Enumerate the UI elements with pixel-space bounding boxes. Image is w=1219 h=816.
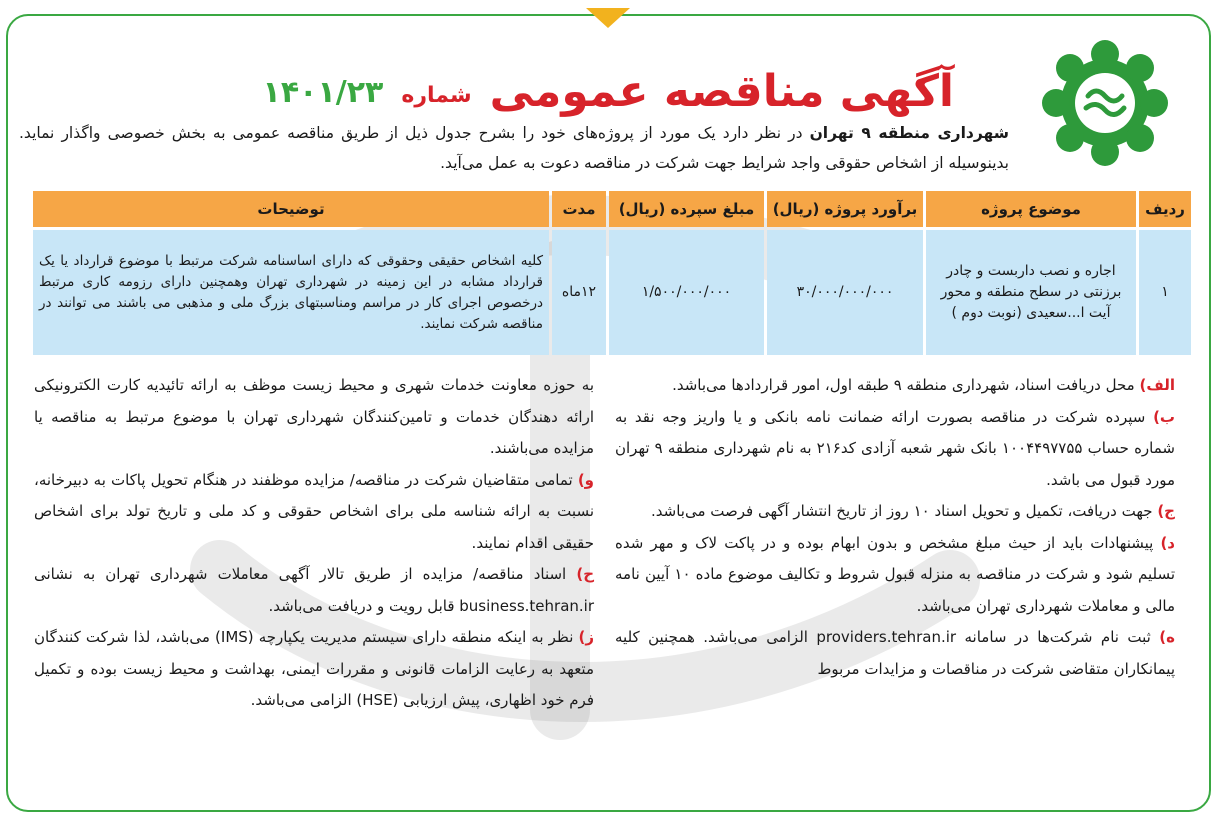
clause-text: جهت دریافت، تکمیل و تحویل اسناد ۱۰ روز از تاریخ انتشار آگهی فرصت می‌باشد.	[651, 502, 1153, 520]
clause-text: به حوزه معاونت خدمات شهری و محیط زیست موظف به ارائه تائیدیه کارت الکترونیکی ارائه دهندگان خدمات و تامین‌کنندگان شهرداری تهران با موضوع مرتبط به مناقصه یا مزایده می‌باشند.	[34, 376, 594, 457]
top-notch-marker	[586, 8, 630, 28]
tender-number: ۱۴۰۱/۲۳	[262, 75, 384, 110]
cell-notes: کلیه اشخاص حقیقی وحقوقی که دارای اساسنامه شرکت مرتبط با موضوع قرارداد یا یک قرارداد مشابه در این زمینه در شهرداری تهران وهمچنین دارای رزومه کاری مرتبط درخصوص اجرای کار در مراسم ومناسبتهای بزرگ ملی و مذهبی می باشند می توانند در مناقصه شرکت نمایند.	[33, 230, 549, 355]
clause-letter: ب)	[1153, 407, 1175, 426]
clause-he-jimi	[34, 559, 594, 622]
clause-alef	[615, 370, 1175, 402]
clause-vav	[34, 465, 594, 560]
clause-letter: د)	[1160, 533, 1175, 552]
number-label: شماره	[401, 83, 472, 108]
header-subject: موضوع پروژه	[926, 191, 1136, 227]
clause-text: پیشنهادات باید از حیث مبلغ مشخص و بدون ابهام بوده و در پاکت لاک و مهر شده تسلیم شود و شرکت در مناقصه به منزله قبول شروط و تکالیف موضوع ماده ۱۰ آیین نامه مالی و معاملات شهرداری تهران می‌باشد.	[615, 533, 1175, 615]
clause-letter: ز)	[578, 628, 594, 646]
clause-text: تمامی متقاضیان شرکت در مناقصه/ مزایده موظفند در هنگام تحویل پاکات به دبیرخانه، نسبت به ارائه شناسه ملی برای اشخاص حقوقی و کد ملی و تاریخ تولد برای اشخاص حقیقی اقدام نمایند.	[34, 470, 594, 552]
clause-letter: و)	[577, 470, 594, 489]
clause-text: محل دریافت اسناد، شهرداری منطقه ۹ طبقه اول، امور قراردادها می‌باشد.	[672, 376, 1135, 394]
clause-he	[615, 622, 1175, 685]
cell-duration: ۱۲ماه	[552, 230, 606, 355]
intro-paragraph	[19, 118, 1009, 178]
clause-text: اسناد مناقصه/ مزایده از طریق تالار آگهی معاملات شهرداری تهران به نشانی business.tehran.ir قابل رویت و دریافت می‌باشد.	[34, 565, 594, 615]
table-row	[33, 230, 1191, 355]
clause-jim	[615, 496, 1175, 528]
clause-letter: ج)	[1157, 502, 1175, 520]
clause-continuation	[34, 370, 594, 465]
clause-be	[615, 402, 1175, 497]
intro-text: در نظر دارد یک مورد از پروژه‌های خود را بشرح جدول ذیل از طریق مناقصه عمومی به بخش خصوصی واگذار نماید. بدینوسیله از اشخاص حقوقی واجد شرایط جهت شرکت در مناقصه دعوت به عمل می‌آید.	[19, 124, 1009, 172]
headline	[262, 44, 954, 117]
cell-row-number: ۱	[1139, 230, 1191, 355]
intro-bold: شهرداری منطقه ۹ تهران	[809, 124, 1009, 142]
header-duration: مدت	[552, 191, 606, 227]
header-estimate: برآورد پروژه (ریال)	[767, 191, 923, 227]
clause-letter: ح)	[576, 565, 595, 583]
clause-letter: ه)	[1159, 628, 1175, 646]
clause-letter: الف)	[1139, 376, 1175, 394]
clause-dal	[615, 528, 1175, 623]
header-deposit: مبلغ سپرده (ریال)	[609, 191, 764, 227]
table-header-row	[33, 191, 1191, 227]
clause-ze	[34, 622, 594, 717]
header-row-number: ردیف	[1139, 191, 1191, 227]
clauses-left-column	[34, 370, 594, 717]
tender-table	[30, 188, 1194, 358]
tehran-municipality-logo	[1040, 38, 1170, 168]
cell-subject: اجاره و نصب داربست و چادر برزنتی در سطح منطقه و محور آیت ا...سعیدی (نوبت دوم )	[926, 230, 1136, 355]
cell-deposit: ۱/۵۰۰/۰۰۰/۰۰۰	[609, 230, 764, 355]
header-notes: توضیحات	[33, 191, 549, 227]
cell-estimate: ۳۰/۰۰۰/۰۰۰/۰۰۰	[767, 230, 923, 355]
page-title: آگهی مناقصه عمومی	[489, 66, 954, 117]
clause-text: نظر به اینکه منطقه دارای سیستم مدیریت یکپارچه (IMS) می‌باشد، لذا شرکت کنندگان متعهد به رعایت الزامات قانونی و مقررات ایمنی، بهداشت و محیط زیست بوده و تکمیل فرم خود اظهاری، پیش ارزیابی (HSE) الزامی می‌باشد.	[34, 628, 594, 709]
clause-text: ثبت نام شرکت‌ها در سامانه providers.tehran.ir الزامی می‌باشد. همچنین کلیه پیمانکاران متقاضی شرکت در مناقصات و مزایدات مربوط	[615, 628, 1175, 678]
clause-text: سپرده شرکت در مناقصه بصورت ارائه ضمانت نامه بانکی و یا واریز وجه نقد به شماره حساب ۱۰۰۴۴۹۷۷۵۵ بانک شهر شعبه آزادی کد۲۱۶ به نام شهرداری منطقه ۹ تهران مورد قبول می باشد.	[615, 407, 1175, 489]
clauses-right-column	[615, 370, 1175, 685]
